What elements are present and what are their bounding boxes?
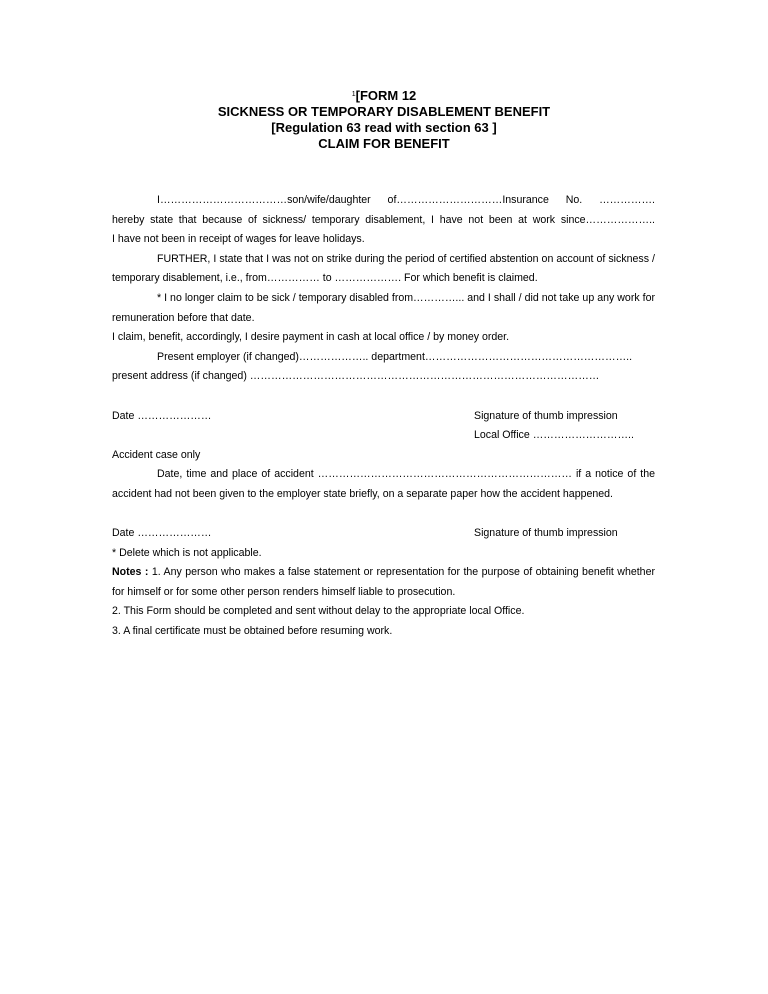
form-regulation: [Regulation 63 read with section 63 ] xyxy=(271,120,497,135)
footnote-mark: 1 xyxy=(351,91,356,98)
form-title: SICKNESS OR TEMPORARY DISABLEMENT BENEFIT xyxy=(217,104,551,119)
note-3: 3. A final certificate must be obtained before resuming work. xyxy=(112,625,393,638)
spacer xyxy=(112,505,655,525)
employer-line: Present employer (if changed)……………….. department………………………………………………….. xyxy=(157,350,633,363)
accident-paragraph: Date, time and place of accident ……………………………………………………………… if a notice of the accident had not been given to the employer state briefly, on a separate paper how the accident happened. xyxy=(112,468,655,500)
note-1-text: 1. Any person who makes a false statement or representation for the purpose of obtaining benefit whether for himself or for some other person renders himself liable to prosecution. xyxy=(112,566,655,598)
local-office-field: Local Office ……………………….. xyxy=(474,429,634,442)
form-subtitle: CLAIM FOR BENEFIT xyxy=(318,136,450,151)
date-field-1: Date ………………… xyxy=(112,409,212,422)
note-2: 2. This Form should be completed and sent without delay to the appropriate local Office. xyxy=(112,605,525,618)
name-line: I………………………………son/wife/daughter of…………………………Insurance No. ……………. xyxy=(157,194,655,206)
form-number-text: [FORM 12 xyxy=(355,88,417,103)
date-signature-row-2 xyxy=(112,524,655,544)
statement-line: hereby state that because of sickness/ temporary disablement, I have not been at work since……………….. xyxy=(112,213,655,226)
signature-field-1: Signature of thumb impression xyxy=(474,409,618,422)
local-office-row xyxy=(112,426,655,446)
wages-line: I have not been in receipt of wages for leave holidays. xyxy=(112,233,365,246)
signature-field-2: Signature of thumb impression xyxy=(474,527,618,540)
form-number xyxy=(0,88,768,104)
spacer xyxy=(112,387,655,407)
notes-label: Notes : xyxy=(112,566,149,579)
accident-heading: Accident case only xyxy=(112,448,201,461)
form-header xyxy=(0,88,768,152)
address-line: present address (if changed) ……………………………………………………………………………………… xyxy=(112,370,600,383)
date-field-2: Date ………………… xyxy=(112,527,212,540)
form-body xyxy=(112,191,655,642)
delete-note: * Delete which is not applicable. xyxy=(112,546,262,559)
claim-line: I claim, benefit, accordingly, I desire payment in cash at local office / by money order. xyxy=(112,331,510,344)
further-paragraph: FURTHER, I state that I was not on strike during the period of certified abstention on account of sickness / temporary disablement, i.e., from…………… to ………………. For which benefit is claimed. xyxy=(112,252,655,285)
date-signature-row-1 xyxy=(112,407,655,427)
no-longer-paragraph: * I no longer claim to be sick / temporary disabled from…………... and I shall / did not take up any work for remuneration before that date. xyxy=(112,291,655,324)
note-1 xyxy=(112,563,655,602)
